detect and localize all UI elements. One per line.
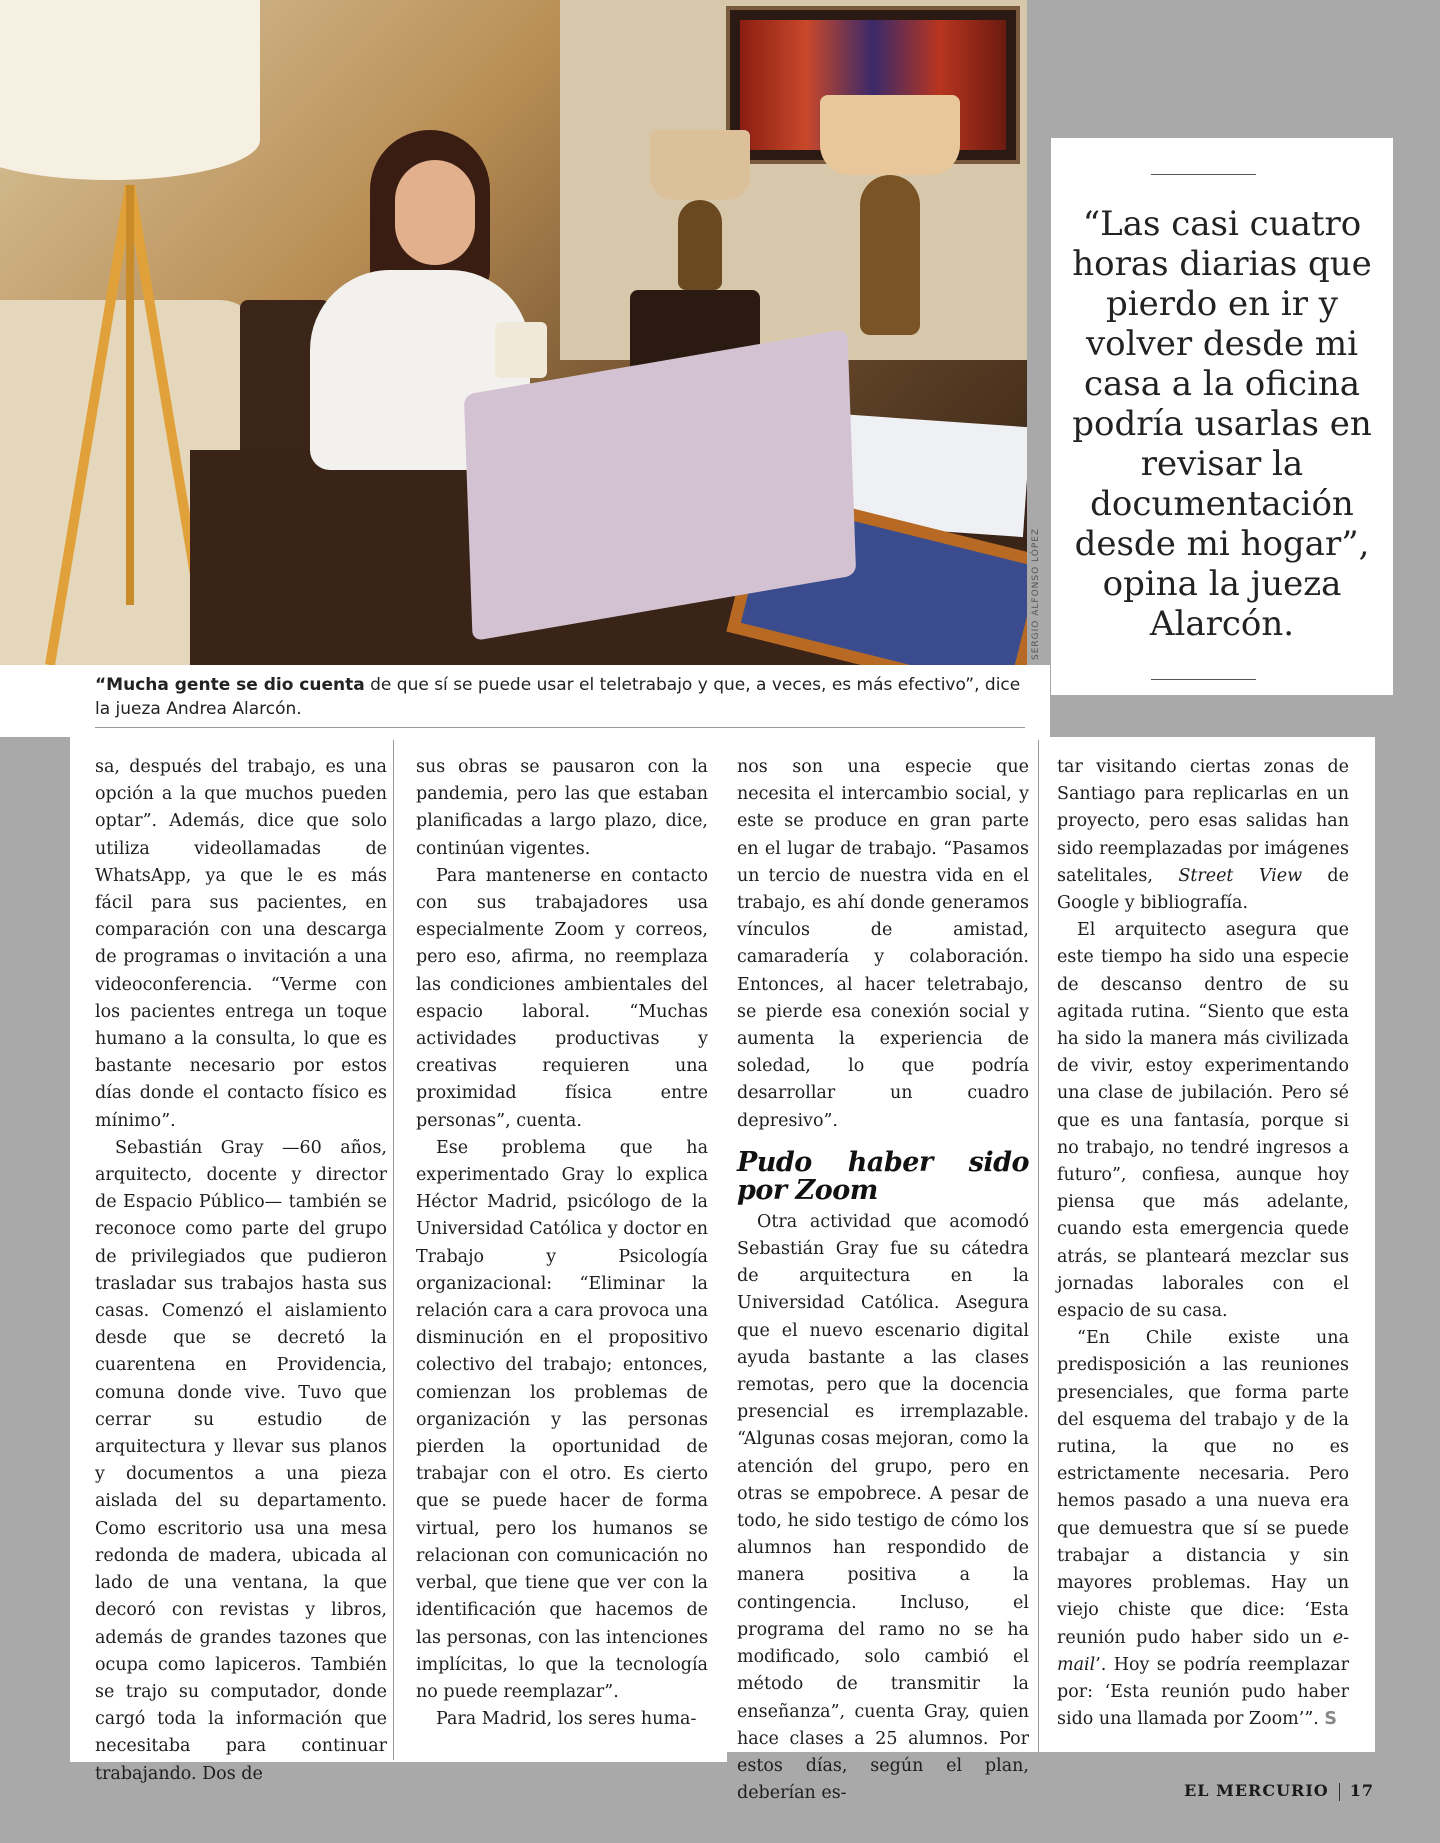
col1-paragraph-2: Sebastián Gray —60 años, arquitecto, docente y director de Espacio Público— también se reconoce como parte del grupo de privilegiados que pudieron trasladar sus trabajos hasta sus casas. Comenzó el aislamiento desde que se decretó la cuarentena en Providencia, comuna donde vive. Tuvo que cerrar su estudio de arquitectura y llevar sus planos y documentos a una pieza aislada del su departamento. Como escritorio usa una mesa redonda de madera, ubicada al lado de una ventana, la que decoró con revistas y libros, además de grandes tazones que ocupa como lapiceros. También se trajo su computador, donde cargó toda la información que necesitaba para continuar trabajando. Dos de [95, 1137, 387, 1784]
photo-table-lamp-small [650, 130, 750, 200]
page-footer [1184, 1781, 1374, 1801]
column-1 [95, 754, 387, 1788]
caption-text [95, 673, 1025, 721]
caption-rest: de que sí se puede usar el teletrabajo y que, a veces, es más efectivo”, dice la jueza Andrea Alarcón. [95, 675, 1021, 719]
col4-p1-italic: Street View [1178, 865, 1303, 886]
column-rule-3 [1038, 740, 1039, 1752]
photo-person-face [395, 160, 475, 265]
pull-quote-text: “Las casi cuatro horas diarias que pierdo en ir y volver desde mi casa a la oficina podría usarlas en revisar la documentación desde mi hogar”, opina la jueza Alarcón. [1072, 204, 1372, 644]
subheading: Pudo haber sido por Zoom [737, 1146, 1029, 1206]
col4-paragraph-2: El arquitecto asegura que este tiempo ha sido una especie de descanso dentro de su agitada rutina. “Siento que esta ha sido la manera más civilizada de vivir, estoy experimentando una clase de jubilación. Pero sé que es una fantasía, porque si no trabajo, no tendré ingresos a futuro”, confiesa, aunque hoy piensa que más adelante, cuando esta emergencia quede atrás, se planteará mezclar sus jornadas laborales con el espacio de su casa. [1057, 920, 1349, 1322]
photo-credit-wrap [1027, 527, 1041, 660]
publication-name: EL MERCURIO [1184, 1781, 1329, 1800]
caption-lead: “Mucha gente se dio cuenta [95, 675, 365, 695]
col3-paragraph-1: nos son una especie que necesita el intercambio social, y este se produce en gran parte en el lugar de trabajo. “Pasamos un tercio de nuestra vida en el trabajo, es ahí donde generamos vínculos de amistad, camaradería y colaboración. Entonces, al hacer teletrabajo, se pierde esa conexión social y aumenta la experiencia de soledad, lo que podría desarrollar un cuadro depresivo”. [737, 757, 1029, 1131]
col4-p3-text-c: ’. Hoy se podría reemplazar por: ‘Esta reunión pudo haber sido una llamada por Zoom’”. [1057, 1654, 1349, 1730]
photo-caption [0, 665, 1050, 737]
col2-paragraph-1: sus obras se pausaron con la pandemia, pero las que estaban planificadas a largo plazo, dice, continúan vigentes. [416, 757, 708, 859]
column-rule-1 [393, 740, 394, 1760]
col4-p3-italic: e-mail [1057, 1627, 1349, 1675]
photo-credit: SERGIO ALFONSO LÓPEZ [1031, 527, 1041, 660]
col1-paragraph-1: sa, después del trabajo, es una opción a la que muchos pueden optar”. Además, dice que solo utiliza videollamadas de WhatsApp, ya que le es más fácil para sus pacientes, en comparación con una descarga de programas o invitación a una videoconferencia. “Verme con los pacientes entrega un toque humano a la consulta, lo que es bastante necesario por estos días donde el contacto físico es mínimo”. [95, 757, 387, 1131]
column-2 [416, 754, 708, 1733]
pull-quote [1051, 138, 1393, 695]
col4-paragraph-1 [1057, 754, 1349, 917]
col4-p3-text-a: “En Chile existe una predisposición a las reuniones presenciales, que forma parte del esquema del trabajo y de la rutina, la que no es estrictamente necesaria. Pero hemos pasado a una nueva era que demuestra que sí se puede trabajar a distancia y sin mayores problemas. Hay un viejo chiste que dice: ‘Esta reunión pudo haber sido un [1057, 1328, 1349, 1648]
caption-rule [95, 727, 1025, 728]
col2-paragraph-4: Para Madrid, los seres huma- [436, 1709, 697, 1730]
pull-quote-top-rule [1151, 174, 1256, 175]
column-3 [737, 754, 1029, 1807]
footer-separator [1339, 1783, 1340, 1801]
col4-p1-text-c: de Google y bibliografía. [1057, 865, 1349, 914]
photo-mug [495, 322, 547, 378]
col4-paragraph-3 [1057, 1325, 1349, 1733]
column-4 [1057, 754, 1349, 1733]
article-photo [0, 0, 1027, 665]
col2-paragraph-3: Ese problema que ha experimentado Gray lo explica Héctor Madrid, psicólogo de la Universidad Católica y doctor en Trabajo y Psicología organizacional: “Eliminar la relación cara a cara provoca una disminución en el propositivo colectivo del trabajo; entonces, comienzan los problemas de organización y las personas pierden la oportunidad de trabajar con el otro. Es cierto que se puede hacer de forma virtual, pero los humanos se relacionan con comunicación no verbal, que tiene que ver con la identificación que hacemos de las personas, con las intenciones implícitas, lo que la tecnología no puede reemplazar”. [416, 1137, 709, 1702]
photo-floor-lamp-shade [0, 0, 260, 180]
end-mark: S [1324, 1709, 1338, 1730]
col3-paragraph-2: Otra actividad que acomodó Sebastián Gray fue su cátedra de arquitectura en la Universidad Católica. Asegura que el nuevo escenario digital ayuda bastante a las clases remotas, pero que la docencia presencial es irremplazable. “Algunas cosas mejoran, como la atención del grupo, pero en otras se empobrece. A pesar de todo, he sido testigo de cómo los alumnos han respondido de manera positiva a la contingencia. Incluso, el programa del ramo no se ha modificado, solo cambió el método de transmitir la enseñanza”, cuenta Gray, quien hace clases a 25 alumnos. Por estos días, según el plan, deberían es- [737, 1211, 1029, 1804]
pull-quote-bottom-rule [1151, 679, 1256, 680]
col2-paragraph-2: Para mantenerse en contacto con sus trabajadores usa especialmente Zoom y correos, pero eso, afirma, no reemplaza las condiciones ambientales del espacio laboral. “Muchas actividades productivas y creativas requieren una proximidad física entre personas”, cuenta. [416, 865, 708, 1131]
col4-p1-text-a: tar visitando ciertas zonas de Santiago para replicarlas en un proyecto, pero esas salidas han sido reemplazadas por imágenes satelitales, [1057, 757, 1349, 886]
photo-table-lamp [820, 95, 960, 175]
page-number: 17 [1349, 1781, 1374, 1800]
